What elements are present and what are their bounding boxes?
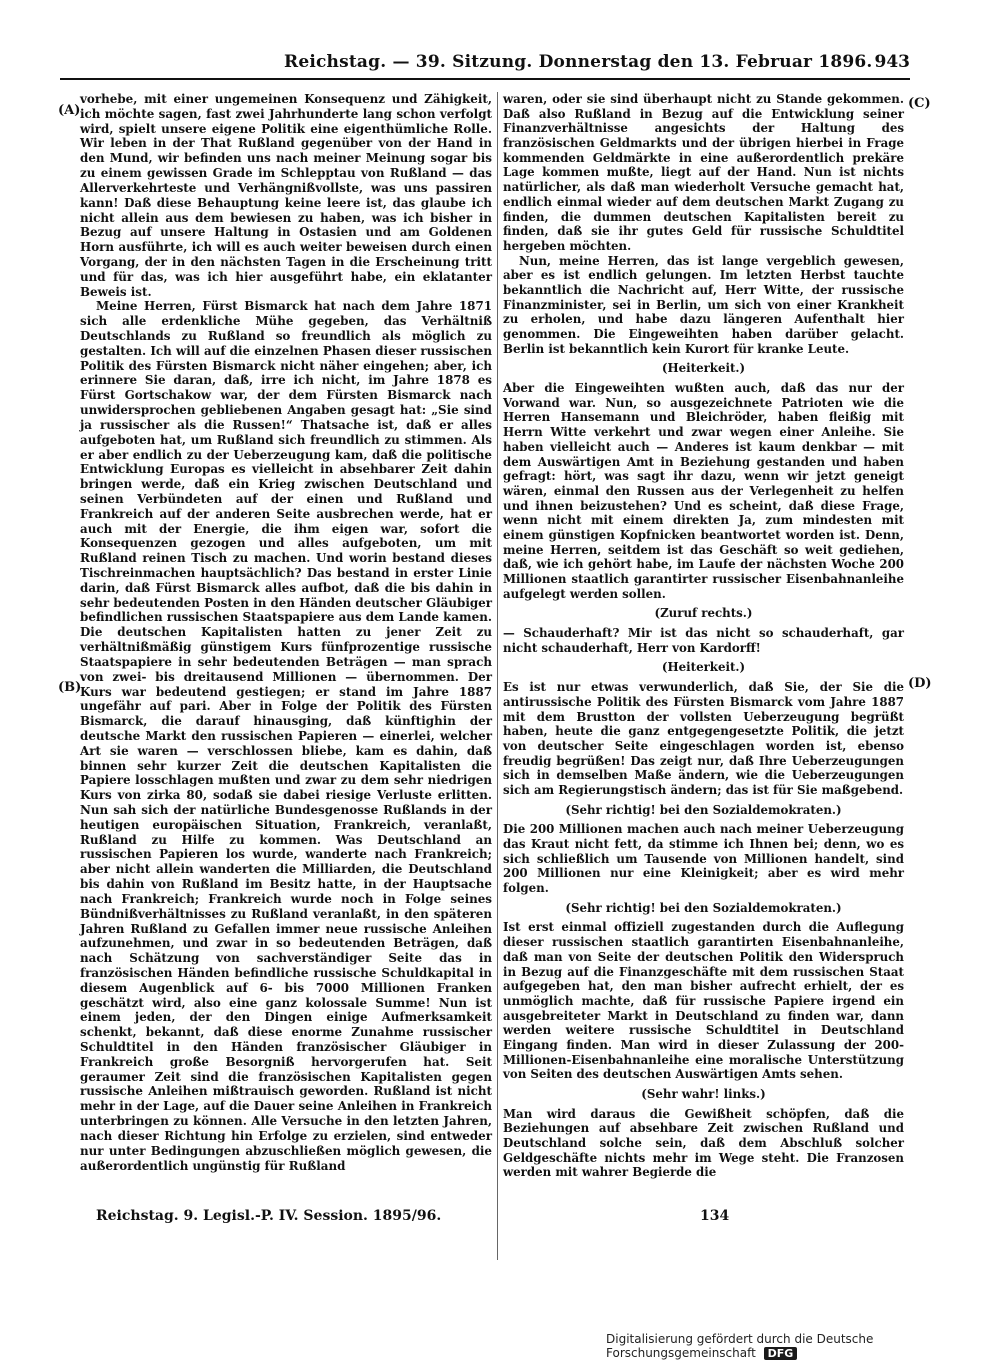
paragraph: Die 200 Millionen machen auch nach meiner Ueberzeugung das Kraut nicht fett, da stimme ich Ihnen bei; denn, wo es sich schließlich um Tausende von Millionen handelt, sind 200 Millionen nur eine Kleinigkeit; aber es wird mehr folgen. bbox=[503, 822, 904, 896]
paragraph: Meine Herren, Fürst Bismarck hat nach dem Jahre 1871 sich alle erdenkliche Mühe gegeben, das Verhältniß Deutschlands zu Rußland so freundlich als möglich zu gestalten. Ich will auf die einzelnen Phasen dieser russischen Politik des Fürsten Bismarck nicht näher eingehen; aber, ich erinnere Sie daran, daß, irre ich nicht, im Jahre 1878 es Fürst Gortschakow war, der dem Fürsten Bismarck nach unwidersprochen gebliebenen Angaben gesagt hat: „Sie sind ja russischer als die Russen!“ Thatsache ist, daß er alles aufgeboten hat, um Rußland sich freundlich zu stimmen. Als er aber endlich zu der Ueberzeugung kam, daß die politische Entwicklung Europas es vielleicht in absehbarer Zeit dahin bringen werde, daß ein Krieg zwischen Deutschland und seinen Verbündeten auf der einen und Rußland und Frankreich auf der anderen Seite ausbrechen werde, hat er auch mit der Energie, die ihm eigen war, sofort die Konsequenzen gezogen und alles aufgeboten, um mit Rußland reinen Tisch zu machen. Und worin bestand dieses Tischreinmachen hauptsächlich? Das bestand in erster Linie darin, daß Fürst Bismarck alles aufbot, daß die bis dahin in sehr bedeutenden Posten in den Händen deutscher Gläubiger befindlichen russischen Staatspapiere aus dem Lande kamen. Die deutschen Kapitalisten hatten zu jener Zeit zu verhältnißmäßig günstigem Kurs fünfprozentige russische Staatspapiere in sehr bedeutenden Beträgen — man sprach von zwei- bis dreitausend Millionen — übernommen. Der Kurs war bedeutend gestiegen; er stand im Jahre 1887 ungefähr auf pari. Aber in Folge der Politik des Fürsten Bismarck, die darauf hinausging, daß künftighin der deutsche Markt den russischen Papieren — einerlei, welcher Art sie waren — verschlossen bliebe, kam es dahin, daß binnen sehr kurzer Zeit die deutschen Kapitalisten die Papiere losschlagen mußten und zwar zu dem sehr niedrigen Kurs von zirka 80, sodaß sie dabei riesige Verluste erlitten. Nun sah sich der natürliche Bundesgenosse Rußlands in der heutigen europäischen Situation, Frankreich, veranlaßt, Rußland zu Hilfe zu kommen. Was Deutschland an russischen Papieren los wurde, wanderte nach Frankreich; aber nicht allein wanderten die Milliarden, die Deutschland bis dahin von Rußland im Besitz hatte, in der Hauptsache nach Frankreich; Frankreich wurde noch in Folge seines Bündnißverhältnisses zu Rußland veranlaßt, in den späteren Jahren Rußland zu Gefallen immer neue russische Anleihen aufzunehmen, und zwar in so bedeutenden Beträgen, daß nach Schätzung von sachverständiger Seite das in französischen Händen befindliche russische Schuldkapital in diesem Augenblick auf 6- bis 7000 Millionen Franken geschätzt wird, also eine ganz kolossale Summe! Nun ist einem jeden, der den Dingen einige Aufmerksamkeit schenkt, bekannt, daß diese enorme Zunahme russischer Schuldtitel in den Händen französischer Gläubiger in Frankreich große Besorgniß hervorgerufen hat. Seit geraumer Zeit sind die französischen Kapitalisten gegen russische Anleihen mißtrauisch geworden. Rußland ist nicht mehr in der Lage, auf die Dauer seine Anleihen in Frankreich unterbringen zu können. Alle Versuche in den letzten Jahren, nach dieser Richtung hin Erfolge zu erzielen, sind entweder nur unter Bedingungen abzuschließen möglich gewesen, die außerordentlich ungünstig für Rußland bbox=[80, 299, 492, 1173]
dfg-logo-icon: DFG bbox=[764, 1347, 798, 1360]
left-text-column bbox=[80, 92, 492, 1173]
margin-mark-a: (A) bbox=[58, 103, 81, 118]
paragraph: — Schauderhaft? Mir ist das nicht so schauderhaft, gar nicht schauderhaft, Herr von Kardorff! bbox=[503, 626, 904, 655]
dfg-credit-text: Digitalisierung gefördert durch die Deutsche Forschungsgemeinschaft bbox=[606, 1332, 874, 1360]
page-header bbox=[60, 48, 910, 80]
interjection: (Sehr richtig! bei den Sozialdemokraten.) bbox=[565, 802, 842, 817]
paragraph: Man wird daraus die Gewißheit schöpfen, daß die Beziehungen auf absehbare Zeit zwischen Rußland und Deutschland solche sein, daß dem Abschluß solcher Geldgeschäfte nichts mehr im Wege steht. Die Franzosen werden mit wahrer Begierde die bbox=[503, 1106, 904, 1180]
paragraph: Aber die Eingeweihten wußten auch, daß das nur der Vorwand war. Nun, so ausgezeichnete Patrioten wie die Herren Hansemann und Bleichröder, haben fleißig mit Herrn Witte verkehrt und zwar wegen einer Anleihe. Sie haben vielleicht auch — Anderes ist kaum denkbar — mit dem Auswärtigen Amt in Beziehung gestanden und haben gefragt: hört, was sagt ihr dazu, wenn wir jetzt geneigt wären, einmal den Russen aus der Verlegenheit zu helfen und ihnen beizustehen? Und es scheint, daß diese Frage, wenn nicht mit einem direkten Ja, zum mindesten mit einem günstigen Kopfnicken beantwortet worden ist. Denn, meine Herren, seitdem ist das Geschäft so weit gediehen, daß, wie ich gehört habe, im Laufe der nächsten Woche 200 Millionen staatlich garantirter russischer Eisenbahnanleihe aufgelegt werden sollen. bbox=[503, 381, 904, 601]
right-text-column bbox=[503, 92, 904, 1180]
paragraph: waren, oder sie sind überhaupt nicht zu Stande gekommen. Daß also Rußland in Bezug auf die Entwicklung seiner Finanzverhältnisse angesichts der Haltung des französischen Geldmarkts und der übrigen hierbei in Frage kommenden Geldmärkte in eine außerordentlich prekäre Lage kommen mußte, liegt auf der Hand. Nun ist nichts natürlicher, als daß man wiederholt Versuche gemacht hat, endlich einmal wieder auf dem deutschen Markt Zugang zu finden, die dummen deutschen Kapitalisten bereit zu finden, daß sie ihr gutes Geld für russische Schuldtitel hergeben möchten. bbox=[503, 92, 904, 253]
interjection: (Sehr richtig! bei den Sozialdemokraten.) bbox=[565, 900, 842, 915]
footer-sheet-number: 134 bbox=[700, 1208, 730, 1224]
dfg-credit bbox=[606, 1332, 1000, 1360]
footer-session-line: Reichstag. 9. Legisl.-P. IV. Session. 1895/96. bbox=[96, 1208, 442, 1224]
page-number: 943 bbox=[874, 52, 910, 72]
interjection: (Heiterkeit.) bbox=[661, 660, 746, 675]
paragraph: Es ist nur etwas verwunderlich, daß Sie, der Sie die antirussische Politik des Fürsten Bismarck vom Jahre 1887 mit dem Brustton der vollsten Ueberzeugung begrüßt haben, heute die ganz entgegengesetzte Politik, die jetzt von deutscher Seite eingeschlagen worden ist, ebenso freudig begrüßen! Das zeigt nur, daß Ihre Ueberzeugungen sich in demselben Maße ändern, wie die Ueberzeugungen sich am Regierungstisch ändern; das ist für Sie maßgebend. bbox=[503, 680, 904, 797]
column-divider bbox=[497, 92, 498, 1260]
paragraph: vorhebe, mit einer ungemeinen Konsequenz und Zähigkeit, ich möchte sagen, fast zwei Jahrhunderte lang schon verfolgt wird, spielt unsere eigene Politik eine eigenthümliche Rolle. Wir leben in der That Rußland gegenüber von der Hand in den Mund, wir befinden uns nach meiner Meinung sogar bis zu einem gewissen Grade im Schlepptau von Rußland — das Allerverkehrteste und Verhängnißvollste, was uns passiren kann! Daß diese Behauptung keine leere ist, das glaube ich nicht allein aus dem bewiesen zu haben, was ich bisher in Bezug auf unsere Haltung in Ostasien und am Goldenen Horn ausführte, ich will es auch weiter beweisen durch einen Vorgang, der in den nächsten Tagen in die Erscheinung tritt und für das, was ich hier ausgeführt habe, ein eklatanter Beweis ist. bbox=[80, 92, 492, 299]
paragraph: Nun, meine Herren, das ist lange vergeblich gewesen, aber es ist endlich gelungen. Im letzten Herbst tauchte bekanntlich die Nachricht auf, Herr Witte, der russische Finanzminister, sei in Berlin, um sich von einer Krankheit zu erholen, und habe dazu längeren Aufenthalt hier genommen. Die Eingeweihten haben darüber gelacht. Berlin ist bekanntlich kein Kurort für kranke Leute. bbox=[503, 253, 904, 356]
paragraph: Ist erst einmal offiziell zugestanden durch die Auflegung dieser russischen staatlich garantirten Eisenbahnanleihe, daß man von Seite der deutschen Politik den Widerspruch in Bezug auf die Finanzgeschäfte mit dem russischen Staat aufgegeben hat, den man bisher aufrecht erhielt, der es unmöglich machte, daß für russische Papiere irgend ein ausgebreiteter Markt in Deutschland zu finden war, dann werden weitere russische Schuldtitel in Deutschland Eingang finden. Man wird in dieser Zulassung der 200-Millionen-Eisenbahnanleihe eine moralische Unterstützung von Seiten des deutschen Auswärtigen Amts sehen. bbox=[503, 920, 904, 1082]
margin-mark-b: (B) bbox=[58, 680, 82, 695]
margin-mark-c: (C) bbox=[908, 96, 931, 111]
interjection: (Zuruf rechts.) bbox=[654, 606, 753, 621]
interjection: (Heiterkeit.) bbox=[661, 361, 746, 376]
interjection: (Sehr wahr! links.) bbox=[641, 1087, 766, 1101]
margin-mark-d: (D) bbox=[908, 676, 932, 691]
running-title: Reichstag. — 39. Sitzung. Donnerstag den 13. Februar 1896. bbox=[284, 52, 873, 72]
